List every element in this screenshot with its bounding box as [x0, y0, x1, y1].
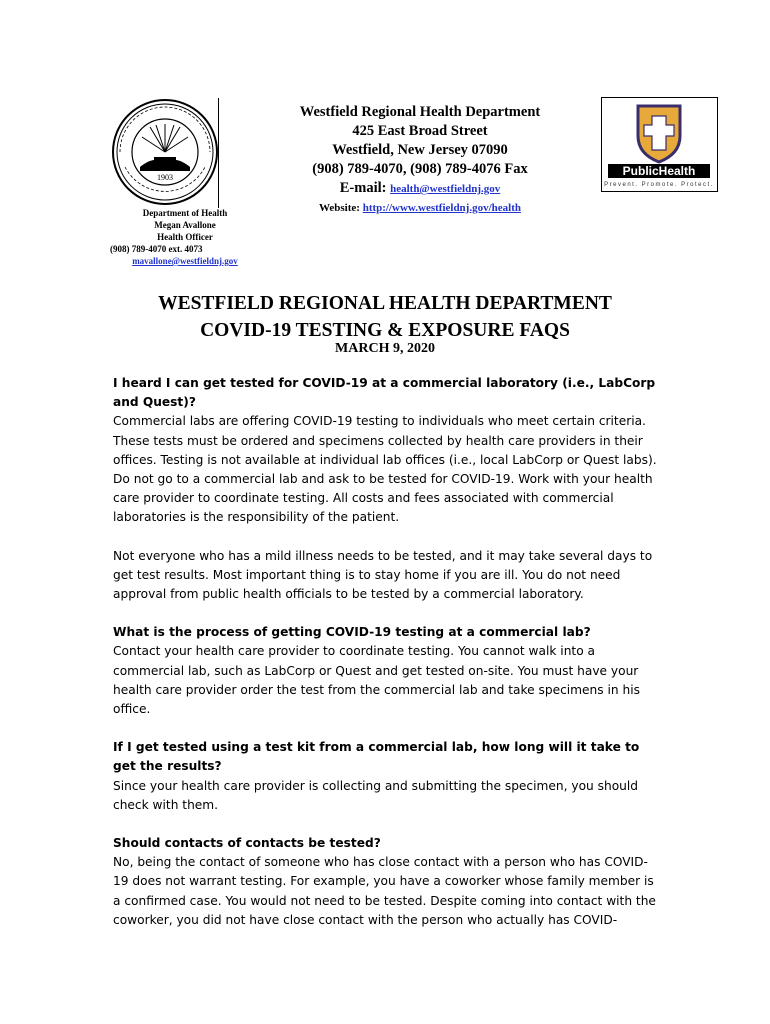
faq-question: Should contacts of contacts be tested? [113, 836, 381, 851]
website-link[interactable]: http://www.westfieldnj.gov/health [362, 202, 521, 214]
town-seal-icon [110, 97, 220, 207]
document-date: MARCH 9, 2020 [335, 341, 435, 356]
email-link[interactable]: health@westfieldnj.gov [390, 183, 501, 195]
department-name: Westfield Regional Health Department [299, 104, 541, 120]
letterhead [255, 103, 585, 218]
faq-question: I heard I can get tested for COVID-19 at a commercial laboratory (i.e., LabCorp and Quest)? [113, 376, 656, 410]
seal-divider [218, 98, 219, 208]
faq-answer: No, being the contact of someone who has close contact with a person who has COVID-19 does not warrant testing. For example, you have a coworker whose family member is a confirmed case. You would not need to be tested. Despite coming into contact with the coworker, you did not have close contact with the person who actually has COVID- [113, 855, 656, 927]
document-title [100, 290, 670, 344]
officer-title: Health Officer [157, 232, 213, 242]
faq-answer: Since your health care provider is collecting and submitting the specimen, you should check with them. [113, 778, 639, 812]
street-address: 425 East Broad Street [352, 123, 488, 139]
faq-question: If I get tested using a test kit from a commercial lab, how long will it take to get the results? [113, 740, 640, 774]
officer-name: Megan Avallone [154, 220, 216, 230]
faq-answer: Contact your health care provider to coordinate testing. You cannot walk into a commercial lab, such as LabCorp or Quest and get tested on-site. You must have your health care provider order the test from the commercial lab and take specimens in his office. [113, 644, 640, 717]
faq-answer-extra: Not everyone who has a mild illness needs to be tested, and it may take several days to get test results. Most important thing is to stay home if you are ill. You do not need approval from public health officials to be tested by a commercial laboratory. [113, 548, 653, 602]
officer-dept-line: Department of Health [142, 208, 228, 218]
public-health-logo [601, 97, 718, 192]
svg-text:1903: 1903 [157, 173, 173, 182]
email-line [255, 179, 585, 199]
svg-text:Prevent. Promote. Protect.: Prevent. Promote. Protect. [604, 182, 714, 188]
faq-question: What is the process of getting COVID-19 testing at a commercial lab? [113, 625, 591, 640]
officer-phone: (908) 789-4070 ext. 4073 [110, 244, 203, 254]
title-line-2: COVID-19 TESTING & EXPOSURE FAQS [200, 320, 570, 341]
city-address: Westfield, New Jersey 07090 [332, 142, 508, 158]
health-officer-block [110, 207, 260, 267]
officer-email-link[interactable]: mavallone@westfieldnj.gov [132, 256, 238, 266]
website-line [255, 199, 585, 218]
website-label: Website: [319, 202, 360, 214]
email-label: E-mail: [339, 180, 387, 196]
phone-fax: (908) 789-4070, (908) 789-4076 Fax [312, 161, 528, 177]
svg-text:PublicHealth: PublicHealth [622, 164, 696, 178]
faq-content [113, 374, 661, 930]
faq-answer: Commercial labs are offering COVID-19 testing to individuals who meet certain criteria. These tests must be ordered and specimens collected by health care providers in their offices. Testing is not available at individual lab offices (i.e., local LabCorp or Quest labs). Do not go to a commercial lab and ask to be tested for COVID-19. Work with your health care provider to coordinate testing. All costs and fees associated with commercial laboratories is the responsibility of the patient. [113, 414, 657, 525]
title-line-1: WESTFIELD REGIONAL HEALTH DEPARTMENT [158, 293, 612, 314]
